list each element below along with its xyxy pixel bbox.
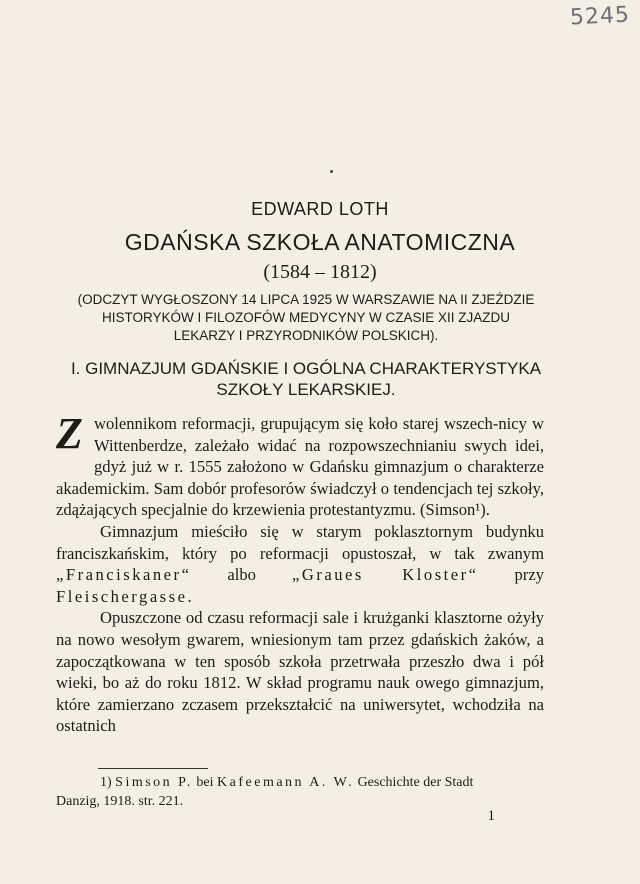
paragraph-1 xyxy=(56,409,544,521)
footnote-line: Danzig, 1918. str. 221. xyxy=(56,794,184,809)
footnote-rule xyxy=(98,768,208,769)
body-text xyxy=(56,409,544,737)
page-number: 1 xyxy=(487,808,495,824)
section-heading-line: SZKOŁY LEKARSKIEJ. xyxy=(216,380,396,399)
article-subtitle xyxy=(68,291,544,345)
library-stamp: 5245 xyxy=(569,2,631,31)
spaced-term: „Graues Kloster“ xyxy=(291,565,479,585)
footnote-author: Simson P. xyxy=(115,775,193,790)
ink-speck xyxy=(330,170,333,173)
footnote: 1) Simson P. bei Kafeemann A. W. Geschichte der Stadt Danzig, 1918. str. 221. xyxy=(56,773,544,811)
article-title: GDAŃSKA SZKOŁA ANATOMICZNA xyxy=(124,229,516,255)
paragraph-2: Gimnazjum mieściło się w starym poklasztornym budynku franciszkańskim, który po reformacji opustoszał, w tak zwanym „Franciskaner“ albo „Graues Kloster“ przy Fleischergasse. xyxy=(56,521,544,606)
author-name: EDWARD LOTH xyxy=(251,199,389,219)
subtitle-line: LEKARZY I PRZYRODNIKÓW POLSKICH). xyxy=(173,328,439,343)
paragraph-text: wolennikom reformacji, grupującym się koło starej wszech-nicy w Wittenberdze, zależało widać na rozpowszechnianiu swych idei, gdyż już w r. 1555 założono w Gdańsku gimnazjum o charakterze akademickim. Sam dobór profesorów świadczył o tendencjach tej szkoły, zdążających specjalnie do krzewienia protestantyzmu. (Simson¹). xyxy=(56,414,544,520)
subtitle-line: HISTORYKÓW I FILOZOFÓW MEDYCYNY W CZASIE XII ZJAZDU xyxy=(101,310,511,325)
spaced-term: „Franciskaner“ xyxy=(56,565,192,585)
footnote-author: Kafeemann A. W. xyxy=(217,775,355,790)
subtitle-line: (ODCZYT WYGŁOSZONY 14 LIPCA 1925 W WARSZAWIE NA II ZJEŹDZIE xyxy=(77,292,535,307)
section-heading xyxy=(68,358,544,400)
ornamental-initial: Z xyxy=(56,409,83,458)
section-heading-line: I. GIMNAZJUM GDAŃSKIE I OGÓLNA CHARAKTERYSTYKA xyxy=(70,359,542,378)
spaced-term: Fleischergasse xyxy=(56,586,188,606)
article-dates: (1584 – 1812) xyxy=(263,261,377,283)
footnote-marker: 1) xyxy=(100,775,112,790)
paragraph-3: Opuszczone od czasu reformacji sale i krużganki klasztorne ożyły na nowo wesołym gwarem, wniesionym tam przez gdańskich żaków, a zapoczątkowana w ten sposób szkoła przetrwała przeszło dwa i pół wieki, bo aż do roku 1812. W skład programu nauk owego gimnazjum, które zamierzano zczasem przekształcić na uniwersytet, wchodziła na ostatnich xyxy=(56,608,544,736)
